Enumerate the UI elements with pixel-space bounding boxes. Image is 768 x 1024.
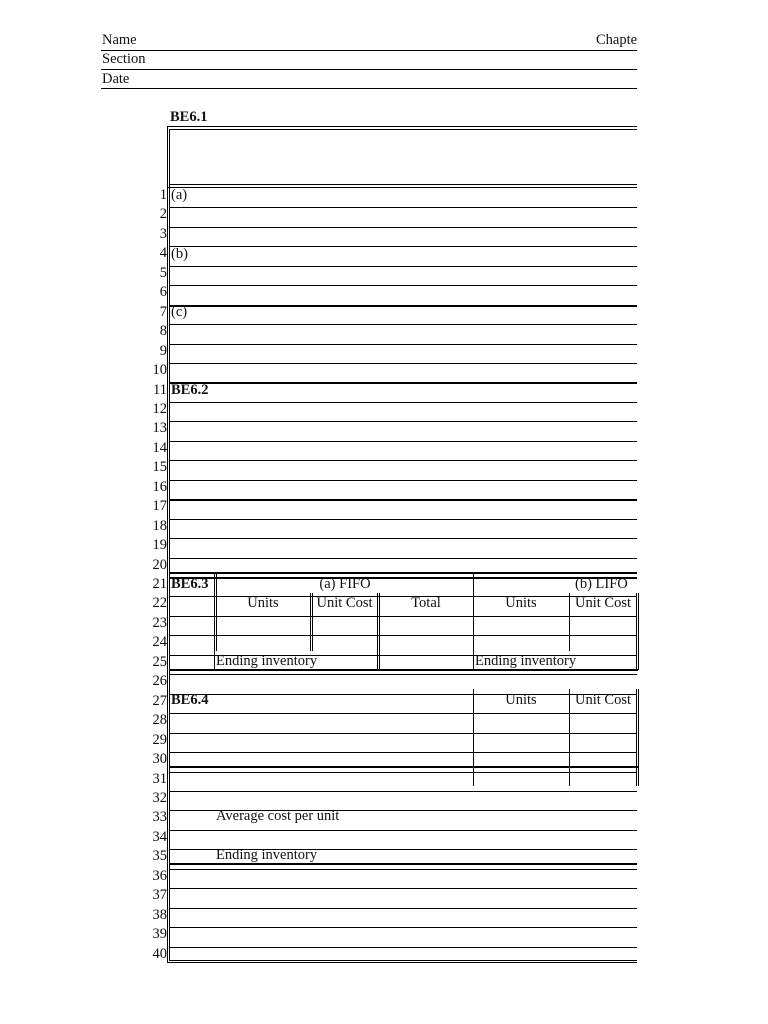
- left-border-inner: [169, 129, 170, 961]
- row-number: 9: [159, 342, 167, 359]
- row-number: 25: [152, 653, 167, 670]
- row-line: [169, 519, 637, 520]
- fifo-col-units: Units: [247, 595, 279, 611]
- be63-v6b: [638, 593, 639, 670]
- row-number: 34: [152, 828, 167, 845]
- row-number: 1: [159, 187, 167, 203]
- chapter-label: Chapte: [596, 32, 638, 48]
- row-number: 16: [152, 478, 167, 495]
- row-number: 10: [152, 362, 167, 379]
- row-number: 23: [152, 614, 167, 631]
- be63-v4: [473, 574, 474, 670]
- row-number: 33: [152, 809, 167, 826]
- name-line: [101, 50, 637, 51]
- row-line: [169, 791, 637, 792]
- row-number: 27: [152, 692, 167, 709]
- row-number: 32: [152, 789, 167, 806]
- row-number: 20: [152, 556, 167, 573]
- row-number: 14: [152, 439, 167, 456]
- be64-title: BE6.4: [171, 692, 209, 708]
- fifo-ending-inventory: Ending inventory: [216, 653, 318, 669]
- be63-v3: [377, 593, 378, 670]
- average-cost-label: Average cost per unit: [216, 808, 340, 824]
- bottom-border-outer: [167, 962, 637, 963]
- be64-bottom-rule: [169, 863, 637, 865]
- row-number: 30: [152, 751, 167, 768]
- fifo-col-total: Total: [411, 595, 441, 611]
- row-number: 17: [152, 498, 167, 515]
- row-number: 35: [152, 848, 167, 865]
- be63-bottom-rule: [169, 669, 638, 671]
- date-label: Date: [102, 71, 130, 87]
- be64-col-units: Units: [505, 692, 537, 708]
- be61-box-top: [167, 126, 637, 127]
- row-line: [169, 869, 637, 870]
- row-line: [169, 382, 637, 384]
- part-b-label: (b): [171, 246, 188, 262]
- row-number: 18: [152, 517, 167, 534]
- left-border-outer: [167, 126, 168, 963]
- be61-box-bottom-inner: [169, 184, 637, 185]
- part-c-label: (c): [171, 304, 188, 320]
- row-line: [169, 635, 637, 636]
- lifo-col-units: Units: [505, 595, 537, 611]
- row-line: [169, 344, 637, 345]
- row-line: [169, 947, 637, 948]
- be61-title: BE6.1: [170, 109, 208, 125]
- be62-title: BE6.2: [171, 382, 209, 398]
- row-number: 29: [152, 731, 167, 748]
- section-label: Section: [102, 51, 146, 67]
- lifo-col-unit-cost: Unit Cost: [575, 595, 631, 611]
- row-line: [169, 499, 637, 501]
- be63-v3b: [379, 593, 380, 670]
- row-line: [169, 888, 637, 889]
- be61-box-top-inner: [169, 129, 637, 130]
- section-line: [101, 69, 637, 70]
- row-line: [169, 363, 637, 364]
- row-line: [169, 713, 637, 714]
- row-line: [169, 207, 637, 208]
- row-number: 3: [159, 225, 167, 242]
- be63-v6: [636, 593, 637, 670]
- name-label: Name: [102, 32, 137, 48]
- row-line: [169, 772, 637, 773]
- be64-v2: [569, 689, 570, 786]
- row-number: 5: [159, 264, 167, 281]
- be64-v1: [473, 689, 474, 786]
- fifo-heading: (a) FIFO: [319, 576, 371, 592]
- row-line: [169, 538, 637, 539]
- row-line: [169, 480, 637, 481]
- row-number: 26: [152, 673, 167, 690]
- row-number: 39: [152, 926, 167, 943]
- row-number: 6: [159, 284, 167, 301]
- row-number: 11: [153, 381, 167, 398]
- row-line: [169, 266, 637, 267]
- be64-col-unit-cost: Unit Cost: [575, 692, 631, 708]
- be64-v3: [636, 689, 637, 786]
- be63-top-rule: [169, 572, 637, 574]
- row-number: 38: [152, 906, 167, 923]
- row-line: [169, 908, 637, 909]
- row-line: [169, 927, 637, 928]
- be63-v2: [310, 593, 311, 651]
- row-line: [169, 305, 637, 307]
- date-line: [101, 88, 637, 89]
- row-number: 37: [152, 887, 167, 904]
- be63-title: BE6.3: [171, 576, 209, 592]
- be63-v5: [569, 593, 570, 651]
- row-number: 8: [159, 323, 167, 340]
- row-line: [169, 460, 637, 461]
- row-number: 12: [152, 400, 167, 417]
- be64-ending-inventory: Ending inventory: [216, 847, 318, 863]
- row-number: 19: [152, 537, 167, 554]
- part-a-label: (a): [171, 187, 188, 203]
- row-line: [169, 324, 637, 325]
- row-number: 24: [152, 634, 167, 651]
- row-number: 36: [152, 867, 167, 884]
- lifo-ending-inventory: Ending inventory: [475, 653, 577, 669]
- row-line: [169, 421, 637, 422]
- be64-v3b: [638, 689, 639, 786]
- row-line: [169, 733, 637, 734]
- row-line: [169, 285, 637, 286]
- row-line: [169, 616, 637, 617]
- row-number: 40: [152, 945, 167, 962]
- row-number: 15: [152, 459, 167, 476]
- row-line: [169, 752, 637, 753]
- row-line: [169, 558, 637, 559]
- row-line: [169, 441, 637, 442]
- row-number: 2: [159, 206, 167, 223]
- bottom-border-inner: [169, 960, 637, 961]
- lifo-heading: (b) LIFO: [575, 576, 628, 592]
- row-line: [169, 674, 637, 675]
- row-line: [169, 830, 637, 831]
- row-number: 22: [152, 595, 167, 612]
- be63-v1b: [216, 574, 217, 651]
- row-number: 21: [152, 576, 167, 592]
- be64-sum-rule: [169, 766, 638, 768]
- row-number: 31: [152, 770, 167, 787]
- row-number: 4: [159, 245, 167, 262]
- be63-v2b: [312, 593, 313, 651]
- be61-box-bottom: [167, 187, 637, 188]
- row-line: [169, 246, 637, 247]
- row-line: [169, 402, 637, 403]
- be63-v1: [214, 574, 215, 670]
- row-line: [169, 227, 637, 228]
- row-number: 13: [152, 420, 167, 437]
- fifo-col-unit-cost: Unit Cost: [316, 595, 373, 611]
- row-number: 28: [152, 712, 167, 729]
- row-number: 7: [159, 303, 167, 320]
